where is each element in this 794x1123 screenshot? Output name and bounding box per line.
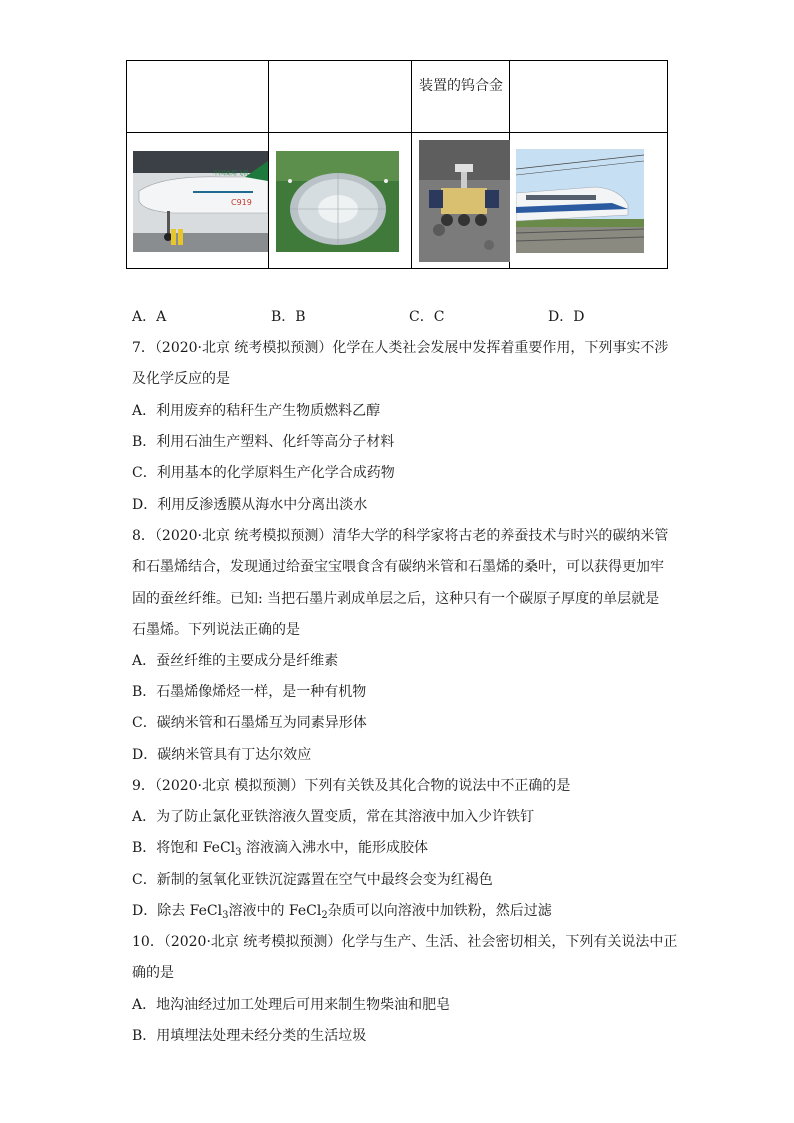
aircraft-image: [133, 151, 268, 252]
q7-option-d[interactable]: D．利用反渗透膜从海水中分离出淡水: [132, 497, 368, 513]
q10-option-a[interactable]: A．地沟油经过加工处理后可用来制生物柴油和肥皂: [132, 997, 451, 1013]
q9-option-a[interactable]: A．为了防止氯化亚铁溶液久置变质，常在其溶液中加入少许铁钉: [132, 809, 535, 825]
q9-option-d-pre: D．除去 FeCl: [132, 903, 223, 919]
table-border: [411, 60, 412, 269]
q8-option-a[interactable]: A．蚕丝纤维的主要成分是纤维素: [132, 653, 339, 669]
svg-text:中国商用飞机: 中国商用飞机: [213, 170, 250, 177]
question-8-stem-cont: 和石墨烯结合，发现通过给蚕宝宝喂食含有碳纳米管和石墨烯的桑叶，可以获得更加牢: [132, 559, 664, 575]
table-border: [268, 60, 269, 269]
question-7-stem-cont: 及化学反应的是: [132, 371, 230, 387]
option-a[interactable]: A．A: [132, 309, 167, 325]
option-c[interactable]: C．C: [409, 309, 445, 325]
question-10-stem: 10．（2020·北京 统考模拟预测）化学与生产、生活、社会密切相关，下列有关说法中正: [132, 934, 678, 950]
q10-option-b[interactable]: B．用填埋法处理未经分类的生活垃圾: [132, 1028, 367, 1044]
question-8-stem-cont: 石墨烯。下列说法正确的是: [132, 622, 300, 638]
q7-option-b[interactable]: B．利用石油生产塑料、化纤等高分子材料: [132, 434, 395, 450]
question-8-stem: 8．（2020·北京 统考模拟预测）清华大学的科学家将古老的养蚕技术与时兴的碳纳米管: [132, 528, 669, 544]
train-image: [516, 149, 644, 253]
q9-option-b-pre: B．将饱和 FeCl: [132, 840, 236, 856]
subscript: 2: [321, 910, 328, 921]
q9-option-c[interactable]: C．新制的氢氧化亚铁沉淀露置在空气中最终会变为红褐色: [132, 872, 493, 888]
question-10-stem-cont: 确的是: [132, 965, 174, 981]
lunar-rover-image: [419, 140, 510, 262]
table-cell-text: 装置的钨合金: [419, 78, 503, 94]
question-7-stem: 7．（2020·北京 统考模拟预测）化学在人类社会发展中发挥着重要作用，下列事实不涉: [132, 340, 669, 356]
q8-option-d[interactable]: D．碳纳米管具有丁达尔效应: [132, 747, 312, 763]
q9-option-b-post: 溶液滴入沸水中，能形成胶体: [241, 840, 428, 856]
q8-option-c[interactable]: C．碳纳米管和石墨烯互为同素异形体: [132, 715, 367, 731]
q9-option-d-mid: 溶液中的 FeCl: [228, 903, 322, 919]
option-d[interactable]: D．D: [548, 309, 585, 325]
q8-option-b[interactable]: B．石墨烯像烯烃一样，是一种有机物: [132, 684, 367, 700]
svg-text:C919: C919: [231, 198, 252, 207]
table-border: [126, 60, 127, 269]
subscript: 3: [235, 847, 242, 858]
table-border: [126, 268, 668, 269]
subscript: 3: [222, 910, 229, 921]
q9-option-b[interactable]: [132, 838, 428, 858]
telescope-image: [276, 151, 399, 252]
q7-option-a[interactable]: A．利用废弃的秸秆生产生物质燃料乙醇: [132, 403, 381, 419]
q9-option-d[interactable]: [132, 901, 552, 921]
q7-option-c[interactable]: C．利用基本的化学原料生产化学合成药物: [132, 465, 395, 481]
option-b[interactable]: B．B: [271, 309, 306, 325]
table-border: [667, 60, 668, 269]
q9-option-d-post: 杂质可以向溶液中加铁粉，然后过滤: [327, 903, 552, 919]
question-9-stem: 9．（2020·北京 模拟预测）下列有关铁及其化合物的说法中不正确的是: [132, 778, 571, 794]
table-border: [126, 132, 668, 133]
question-8-stem-cont: 固的蚕丝纤维。已知: 当把石墨片剥成单层之后，这种只有一个碳原子厚度的单层就是: [132, 591, 660, 607]
table-border: [126, 60, 668, 61]
